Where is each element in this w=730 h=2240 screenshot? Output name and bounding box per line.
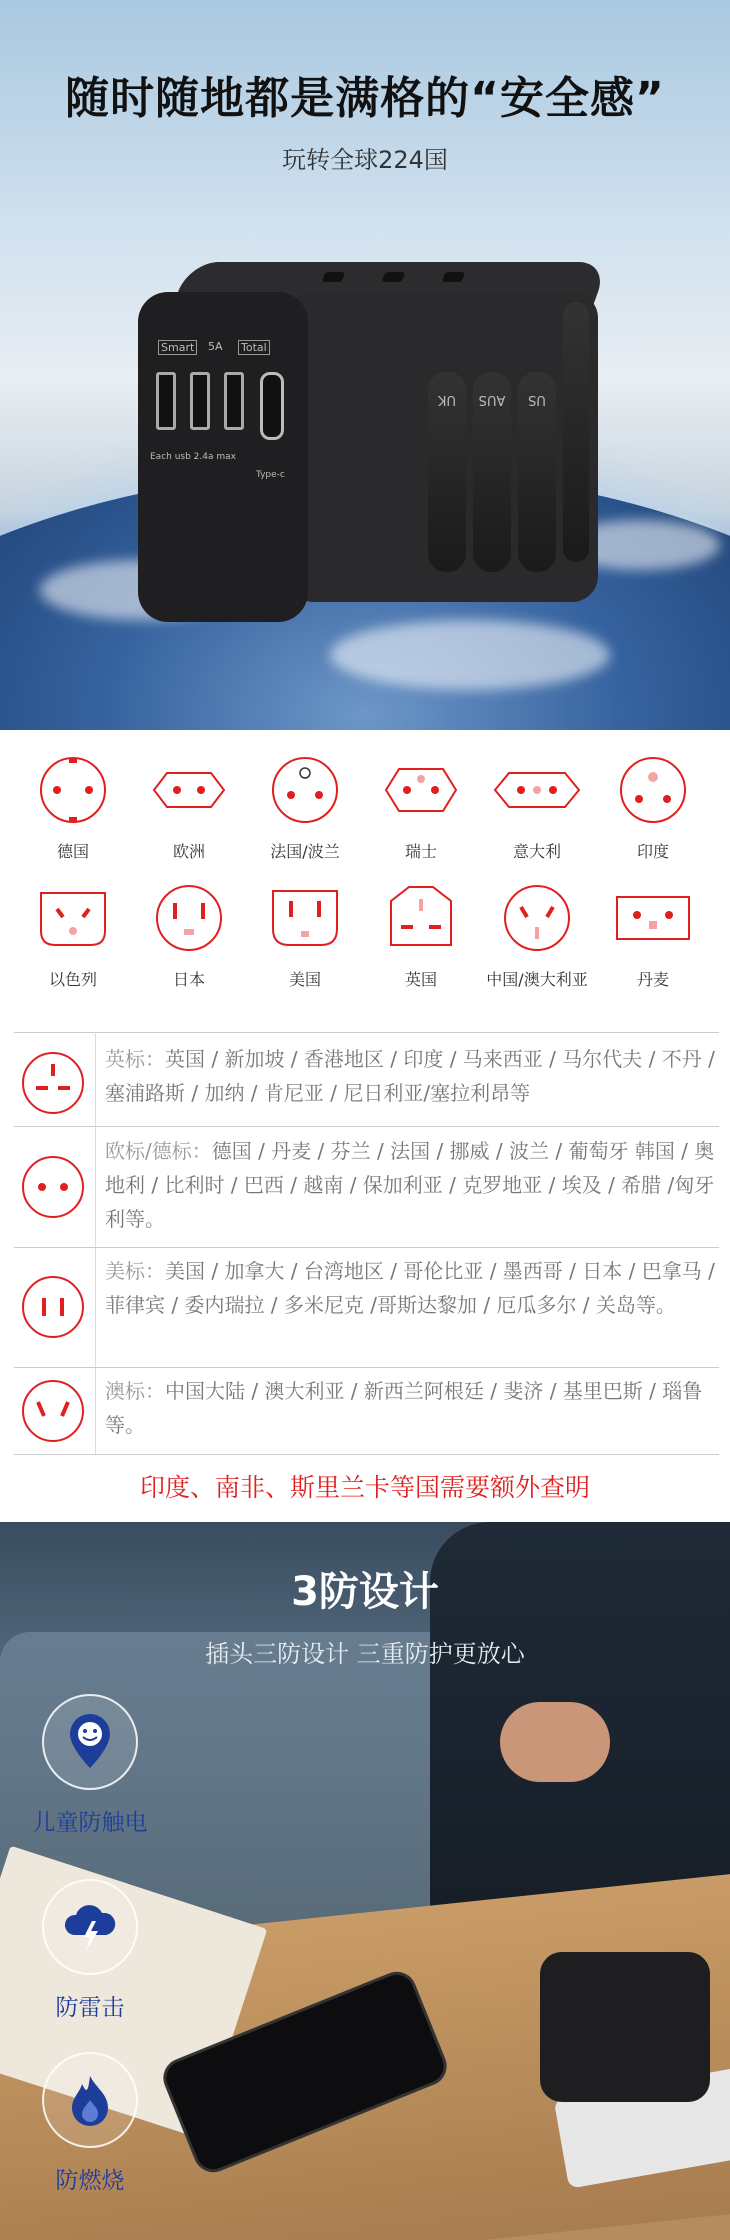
plug-france [247,755,363,862]
feature-child-safety [25,1694,155,1837]
plug-usa [247,883,363,990]
lightning-cloud-icon [60,1897,120,1957]
plug-slider-top [563,302,589,562]
notice-text: 印度、南非、斯里兰卡等国需要额外查明 [139,1473,590,1502]
hero-subtitle: 玩转全球224国 [282,146,448,174]
hero-title: 随时随地都是满格的“安全感” [65,73,665,124]
typec-label: Type-c [256,470,285,480]
plug-europe [131,755,247,862]
smart-label: Smart [158,340,197,355]
french-socket-icon [255,755,355,825]
usb-port [190,372,210,430]
plug-slider-uk: UK [428,372,466,572]
feature-label: 防燃烧 [55,2168,125,2194]
total-label: Total [238,340,270,355]
plug-type-grid [0,745,730,995]
plug-name: 瑞士 [404,842,437,861]
feature-fire [25,2052,155,2195]
plug-slider-us: US [518,372,556,572]
feature-label: 防雷击 [55,1995,125,2021]
standard-countries: 中国大陆 / 澳大利亚 / 新西兰阿根廷 / 斐济 / 基里巴斯 / 瑙鲁等。 [105,1379,703,1437]
protection-section [0,1522,730,2240]
standard-countries: 英国 / 新加坡 / 香港地区 / 印度 / 马来西亚 / 马尔代夫 / 不丹 / 塞浦路斯 / 加纳 / 肯尼亚 / 尼日利亚/塞拉利昂等 [105,1047,715,1105]
uk-standard-icon [20,1050,86,1116]
plug-switzerland [363,755,479,862]
standard-key: 欧标/德标： [105,1139,212,1163]
japanese-socket-icon [139,883,239,953]
standard-countries: 德国 / 丹麦 / 芬兰 / 法国 / 挪威 / 波兰 / 葡萄牙 韩国 / 奥地利 / 比利时 / 巴西 / 越南 / 保加利亚 / 克罗地亚 / 埃及 / 希腊 /匈牙利等。 [105,1139,715,1231]
swiss-socket-icon [371,755,471,825]
feature-label: 儿童防触电 [32,1810,148,1836]
feature-lightning [25,1879,155,2022]
europlug-socket-icon [139,755,239,825]
travel-adapter-image [138,262,608,622]
plug-name: 意大利 [512,842,561,861]
plug-slider-aus: AUS [473,372,511,572]
plug-name: 英国 [404,970,437,989]
plug-japan [131,883,247,990]
au-socket-icon [487,883,587,953]
plug-name: 美国 [288,970,321,989]
standard-key: 澳标： [105,1379,165,1403]
plug-name: 中国/澳大利亚 [486,970,588,989]
us-standard-icon [20,1274,86,1340]
indian-socket-icon [603,755,703,825]
plug-name: 欧洲 [172,842,205,861]
plug-name: 以色列 [48,970,97,989]
usb-port [224,372,244,430]
standard-countries: 美国 / 加拿大 / 台湾地区 / 哥伦比亚 / 墨西哥 / 日本 / 巴拿马 / 菲律宾 / 委内瑞拉 / 多米尼克 /哥斯达黎加 / 厄瓜多尔 / 关岛等。 [105,1259,715,1317]
plug-india [595,755,711,862]
cloud [330,620,610,690]
danish-socket-icon [603,883,703,953]
plug-name: 丹麦 [636,970,669,989]
us-socket-icon [255,883,355,953]
au-standard-icon [20,1378,86,1444]
israeli-socket-icon [23,883,123,953]
hand-image [500,1702,610,1782]
plug-china-australia [479,883,595,990]
plug-italy [479,755,595,862]
standard-key: 英标： [105,1047,165,1071]
usb-note: Each usb 2.4a max [150,452,236,462]
usb-c-port [260,372,284,440]
flame-icon [60,2070,120,2130]
protection-subtitle: 插头三防设计 三重防护更放心 [205,1640,525,1668]
plug-germany [15,755,131,862]
plug-name: 日本 [172,970,205,989]
uk-socket-icon [371,883,471,953]
smiley-pin-icon [60,1712,120,1772]
plug-denmark [595,883,711,990]
protection-title: 3防设计 [291,1569,439,1615]
eu-standard-icon [20,1154,86,1220]
plug-name: 印度 [636,842,669,861]
plug-israel [15,883,131,990]
adapter-in-hand-image [540,1952,710,2102]
hero-banner [0,0,730,730]
usb-port [156,372,176,430]
schuko-socket-icon [23,755,123,825]
standard-key: 美标： [105,1259,165,1283]
italian-socket-icon [487,755,587,825]
plug-name: 德国 [56,842,89,861]
plug-uk [363,883,479,990]
amp-label: 5A [208,340,223,353]
plug-name: 法国/波兰 [270,842,340,861]
